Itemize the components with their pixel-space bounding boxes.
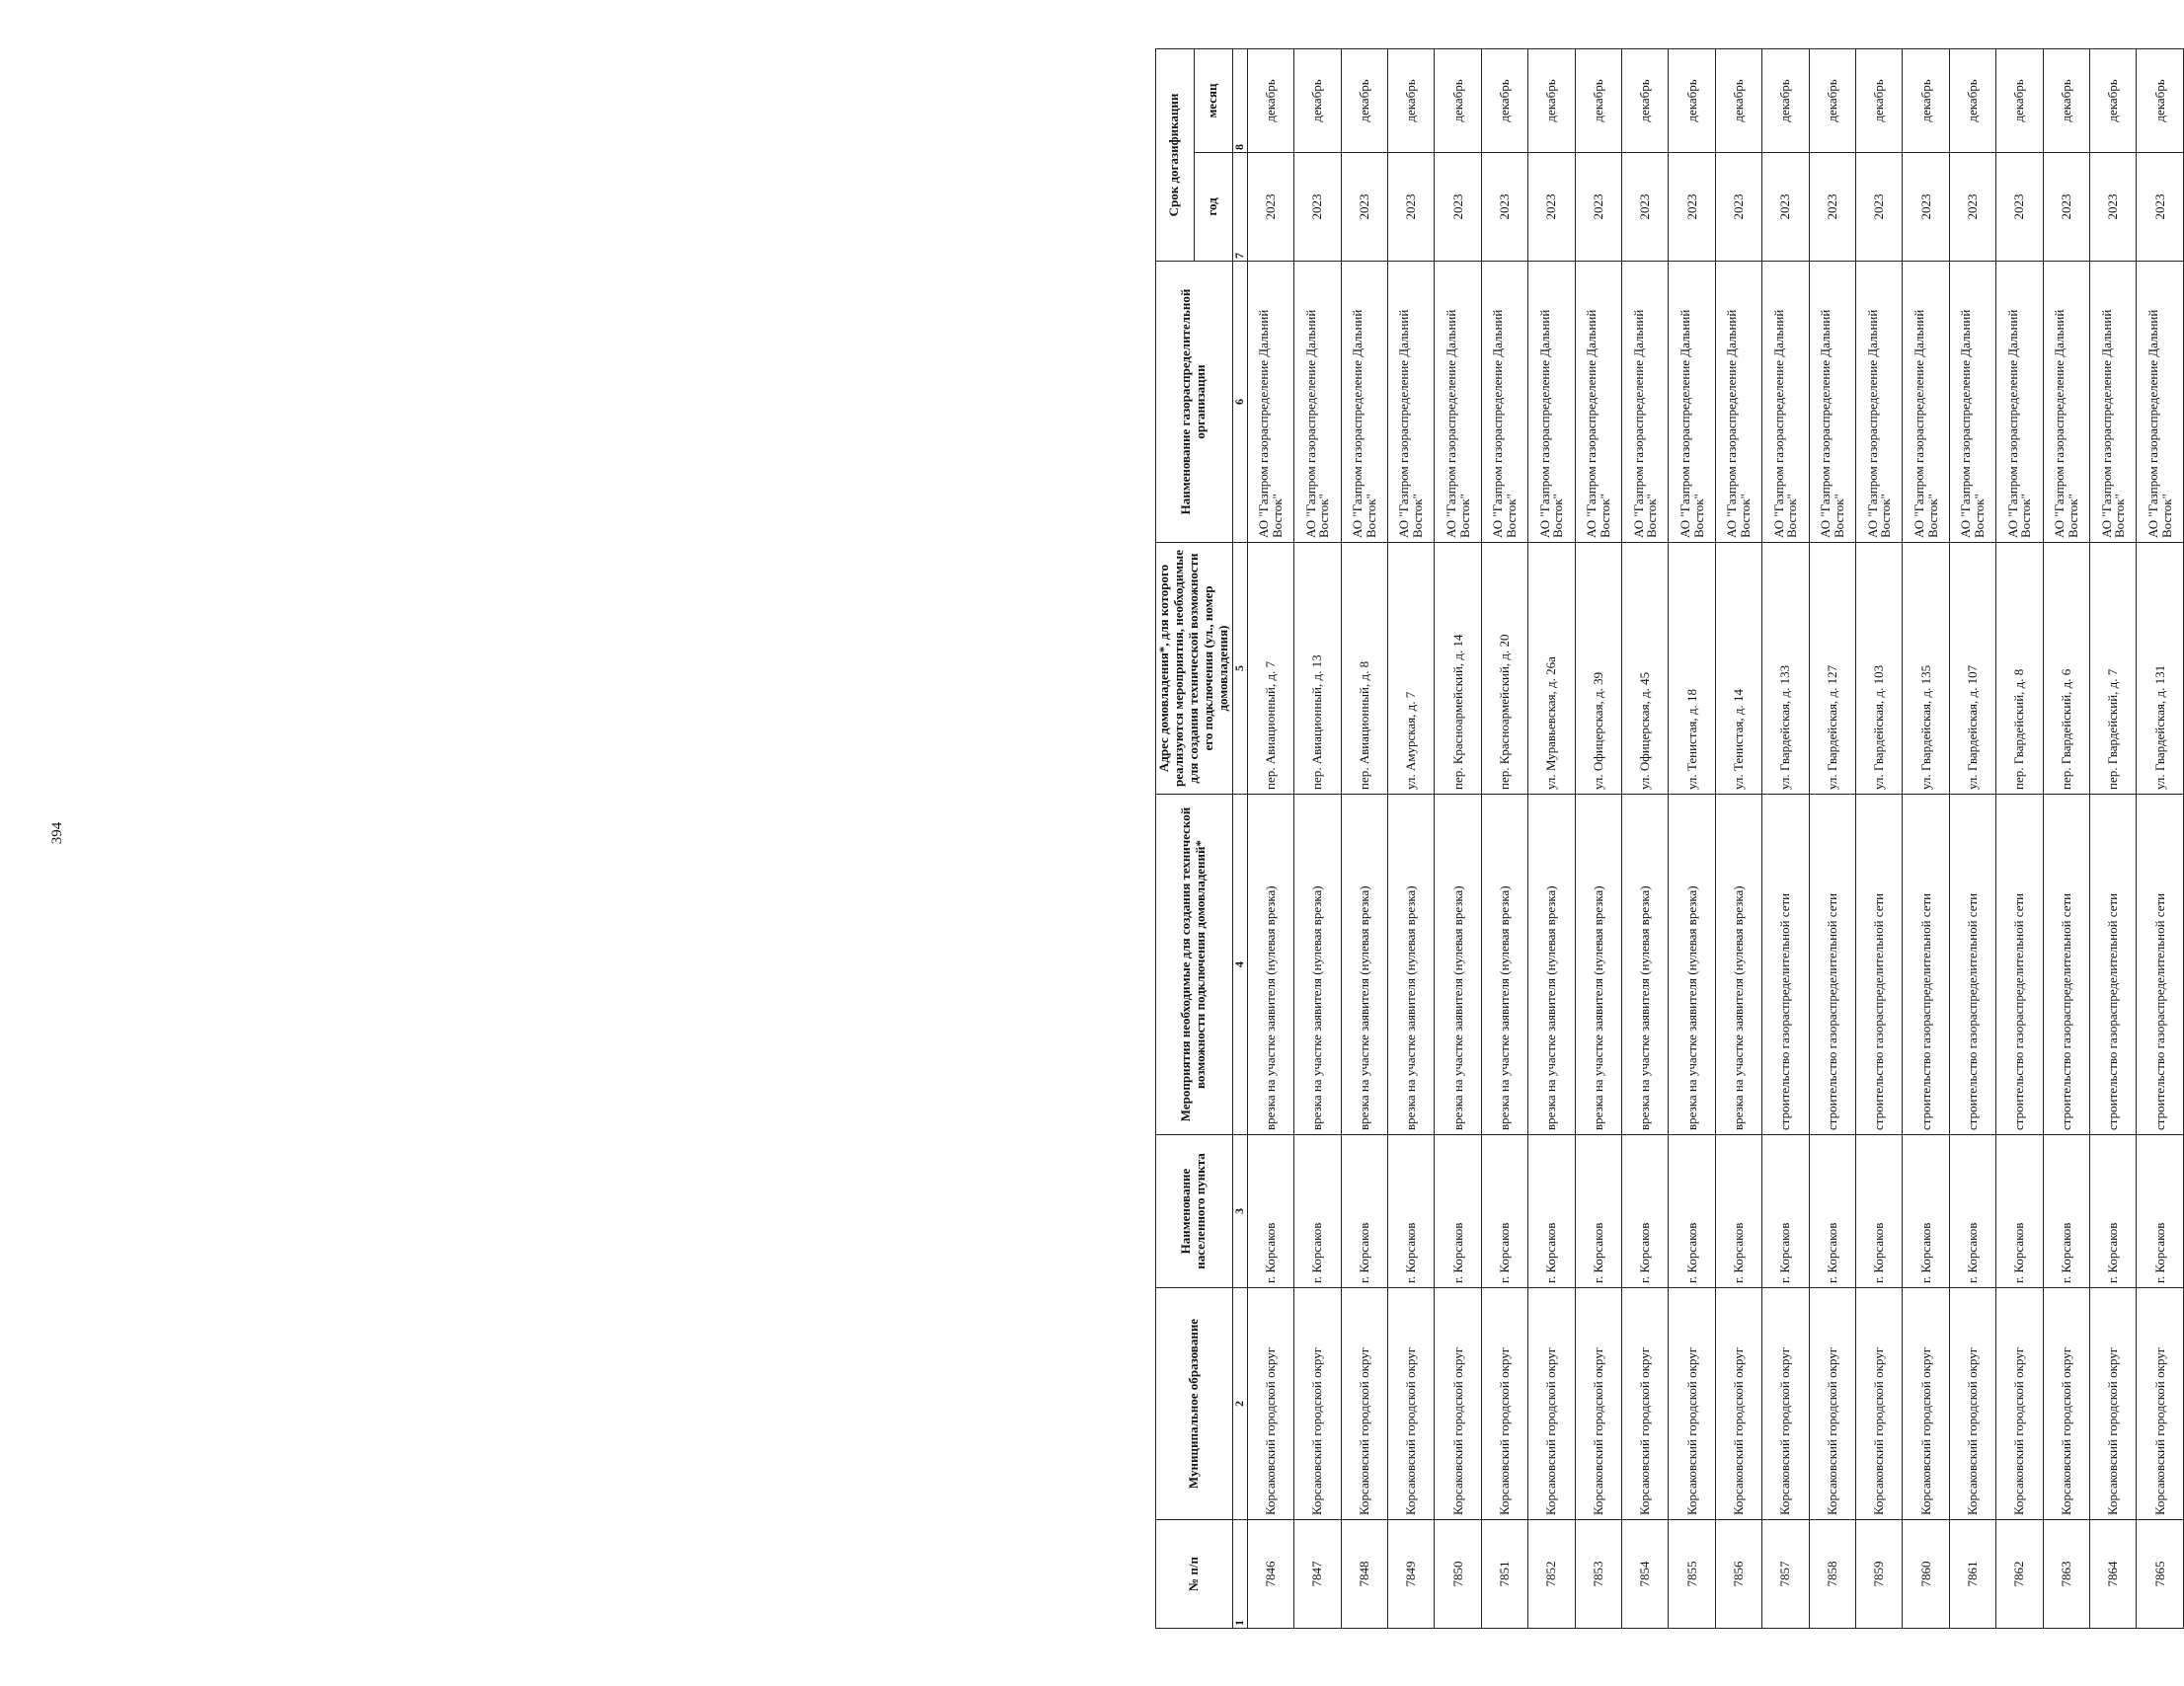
organization-cell: АО "Газпром газораспределение Дальний Восток" — [1294, 262, 1341, 543]
municipality-cell: Корсаковский городской округ — [1247, 1288, 1293, 1520]
organization-cell: АО "Газпром газораспределение Дальний Восток" — [1996, 262, 2043, 543]
header-month: месяц — [1194, 49, 1232, 153]
month-cell: декабрь — [2090, 49, 2137, 153]
month-cell: декабрь — [1949, 49, 1995, 153]
month-cell: декабрь — [1996, 49, 2043, 153]
municipality-cell: Корсаковский городской округ — [2043, 1288, 2089, 1520]
year-cell: 2023 — [1387, 153, 1434, 262]
address-cell: ул. Гвардейская, д. 103 — [1855, 543, 1902, 795]
column-number: 2 — [1232, 1288, 1247, 1520]
month-cell: декабрь — [1621, 49, 1668, 153]
organization-cell: АО "Газпром газораспределение Дальний Восток" — [1762, 262, 1809, 543]
address-cell: ул. Гвардейская, д. 127 — [1809, 543, 1855, 795]
month-cell: декабрь — [1809, 49, 1855, 153]
year-cell: 2023 — [1247, 153, 1293, 262]
works-cell: строительство газораспределительной сети — [2137, 795, 2183, 1135]
table-row — [1903, 49, 1949, 1629]
row-number: 7848 — [1341, 1520, 1387, 1629]
works-cell: врезка на участке заявителя (нулевая врезка) — [1294, 795, 1341, 1135]
address-cell: пер. Красноармейский, д. 14 — [1435, 543, 1481, 795]
works-cell: врезка на участке заявителя (нулевая врезка) — [1575, 795, 1621, 1135]
address-cell: ул. Гвардейская, д. 135 — [1903, 543, 1949, 795]
address-cell: ул. Офицерская, д. 39 — [1575, 543, 1621, 795]
row-number: 7861 — [1949, 1520, 1995, 1629]
address-cell: пер. Авиационный, д. 7 — [1247, 543, 1293, 795]
row-number: 7862 — [1996, 1520, 2043, 1629]
column-number: 5 — [1232, 543, 1247, 795]
locality-cell: г. Корсаков — [1247, 1135, 1293, 1288]
organization-cell: АО "Газпром газораспределение Дальний Восток" — [1621, 262, 1668, 543]
organization-cell: АО "Газпром газораспределение Дальний Восток" — [1341, 262, 1387, 543]
month-cell: декабрь — [1247, 49, 1293, 153]
column-number: 8 — [1232, 49, 1247, 153]
locality-cell: г. Корсаков — [1809, 1135, 1855, 1288]
address-cell: пер. Гвардейский, д. 8 — [1996, 543, 2043, 795]
works-cell: строительство газораспределительной сети — [1855, 795, 1902, 1135]
organization-cell: АО "Газпром газораспределение Дальний Восток" — [1247, 262, 1293, 543]
locality-cell: г. Корсаков — [1903, 1135, 1949, 1288]
table-row — [1387, 49, 1434, 1629]
header-organization: Наименование газораспределительной организации — [1156, 262, 1233, 543]
month-cell: декабрь — [1669, 49, 1715, 153]
row-number: 7857 — [1762, 1520, 1809, 1629]
table-row — [1669, 49, 1715, 1629]
locality-cell: г. Корсаков — [1715, 1135, 1761, 1288]
year-cell: 2023 — [2090, 153, 2137, 262]
month-cell: декабрь — [1294, 49, 1341, 153]
organization-cell: АО "Газпром газораспределение Дальний Восток" — [2090, 262, 2137, 543]
year-cell: 2023 — [1528, 153, 1575, 262]
row-number: 7847 — [1294, 1520, 1341, 1629]
row-number: 7854 — [1621, 1520, 1668, 1629]
table-row — [1294, 49, 1341, 1629]
row-number: 7860 — [1903, 1520, 1949, 1629]
page-number: 394 — [49, 821, 65, 845]
table-row — [1575, 49, 1621, 1629]
header-municipality: Муниципальное образование — [1156, 1288, 1233, 1520]
works-cell: строительство газораспределительной сети — [1762, 795, 1809, 1135]
municipality-cell: Корсаковский городской округ — [1435, 1288, 1481, 1520]
row-number: 7856 — [1715, 1520, 1761, 1629]
year-cell: 2023 — [1435, 153, 1481, 262]
month-cell: декабрь — [1903, 49, 1949, 153]
works-cell: врезка на участке заявителя (нулевая врезка) — [1247, 795, 1293, 1135]
table-row — [1247, 49, 1293, 1629]
row-number: 7850 — [1435, 1520, 1481, 1629]
year-cell: 2023 — [1762, 153, 1809, 262]
works-cell: врезка на участке заявителя (нулевая врезка) — [1435, 795, 1481, 1135]
header-locality: Наименование населенного пункта — [1156, 1135, 1233, 1288]
table-row — [1528, 49, 1575, 1629]
address-cell: пер. Гвардейский, д. 6 — [2043, 543, 2089, 795]
table-row — [1715, 49, 1761, 1629]
table-row — [1481, 49, 1527, 1629]
municipality-cell: Корсаковский городской округ — [1481, 1288, 1527, 1520]
column-number: 6 — [1232, 262, 1247, 543]
organization-cell: АО "Газпром газораспределение Дальний Восток" — [1435, 262, 1481, 543]
municipality-cell: Корсаковский городской округ — [1762, 1288, 1809, 1520]
column-number: 1 — [1232, 1520, 1247, 1629]
table-row — [1621, 49, 1668, 1629]
works-cell: врезка на участке заявителя (нулевая врезка) — [1528, 795, 1575, 1135]
header-year: год — [1194, 153, 1232, 262]
address-cell: ул. Гвардейская, д. 131 — [2137, 543, 2183, 795]
table-row — [1762, 49, 1809, 1629]
municipality-cell: Корсаковский городской округ — [1949, 1288, 1995, 1520]
column-number: 3 — [1232, 1135, 1247, 1288]
month-cell: декабрь — [1575, 49, 1621, 153]
municipality-cell: Корсаковский городской округ — [1387, 1288, 1434, 1520]
row-number: 7859 — [1855, 1520, 1902, 1629]
year-cell: 2023 — [1481, 153, 1527, 262]
gasification-register-table — [1155, 48, 2184, 1629]
year-cell: 2023 — [1669, 153, 1715, 262]
row-number: 7852 — [1528, 1520, 1575, 1629]
table-row — [1949, 49, 1995, 1629]
municipality-cell: Корсаковский городской округ — [1669, 1288, 1715, 1520]
municipality-cell: Корсаковский городской округ — [1341, 1288, 1387, 1520]
municipality-cell: Корсаковский городской округ — [1621, 1288, 1668, 1520]
address-cell: ул. Муравьевская, д. 26а — [1528, 543, 1575, 795]
header-num: № п/п — [1156, 1520, 1233, 1629]
month-cell: декабрь — [2043, 49, 2089, 153]
address-cell: пер. Авиационный, д. 8 — [1341, 543, 1387, 795]
month-cell: декабрь — [1715, 49, 1761, 153]
municipality-cell: Корсаковский городской округ — [2137, 1288, 2183, 1520]
works-cell: врезка на участке заявителя (нулевая врезка) — [1715, 795, 1761, 1135]
organization-cell: АО "Газпром газораспределение Дальний Восток" — [1575, 262, 1621, 543]
works-cell: строительство газораспределительной сети — [1809, 795, 1855, 1135]
row-number: 7865 — [2137, 1520, 2183, 1629]
address-cell: пер. Красноармейский, д. 20 — [1481, 543, 1527, 795]
locality-cell: г. Корсаков — [1621, 1135, 1668, 1288]
address-cell: ул. Офицерская, д. 45 — [1621, 543, 1668, 795]
works-cell: строительство газораспределительной сети — [2043, 795, 2089, 1135]
rotated-table-container — [1155, 49, 2174, 1629]
organization-cell: АО "Газпром газораспределение Дальний Восток" — [1855, 262, 1902, 543]
locality-cell: г. Корсаков — [1669, 1135, 1715, 1288]
locality-cell: г. Корсаков — [1575, 1135, 1621, 1288]
works-cell: врезка на участке заявителя (нулевая врезка) — [1387, 795, 1434, 1135]
municipality-cell: Корсаковский городской округ — [1809, 1288, 1855, 1520]
organization-cell: АО "Газпром газораспределение Дальний Восток" — [2137, 262, 2183, 543]
month-cell: декабрь — [1435, 49, 1481, 153]
column-number: 7 — [1232, 153, 1247, 262]
locality-cell: г. Корсаков — [1435, 1135, 1481, 1288]
table-row — [1996, 49, 2043, 1629]
organization-cell: АО "Газпром газораспределение Дальний Восток" — [1949, 262, 1995, 543]
municipality-cell: Корсаковский городской округ — [1903, 1288, 1949, 1520]
table-row — [2090, 49, 2137, 1629]
address-cell: ул. Тенистая, д. 14 — [1715, 543, 1761, 795]
works-cell: строительство газораспределительной сети — [1949, 795, 1995, 1135]
year-cell: 2023 — [1341, 153, 1387, 262]
municipality-cell: Корсаковский городской округ — [1294, 1288, 1341, 1520]
locality-cell: г. Корсаков — [1341, 1135, 1387, 1288]
table-row — [2137, 49, 2183, 1629]
row-number: 7851 — [1481, 1520, 1527, 1629]
column-number: 4 — [1232, 795, 1247, 1135]
year-cell: 2023 — [1949, 153, 1995, 262]
table-header-row — [1156, 49, 1195, 1629]
works-cell: врезка на участке заявителя (нулевая врезка) — [1341, 795, 1387, 1135]
table-row — [1435, 49, 1481, 1629]
column-numbers-row — [1232, 49, 1247, 1629]
locality-cell: г. Корсаков — [2137, 1135, 2183, 1288]
locality-cell: г. Корсаков — [1481, 1135, 1527, 1288]
locality-cell: г. Корсаков — [1949, 1135, 1995, 1288]
municipality-cell: Корсаковский городской округ — [2090, 1288, 2137, 1520]
locality-cell: г. Корсаков — [1762, 1135, 1809, 1288]
table-row — [2043, 49, 2089, 1629]
locality-cell: г. Корсаков — [1528, 1135, 1575, 1288]
locality-cell: г. Корсаков — [2043, 1135, 2089, 1288]
works-cell: врезка на участке заявителя (нулевая врезка) — [1481, 795, 1527, 1135]
address-cell: ул. Тенистая, д. 18 — [1669, 543, 1715, 795]
year-cell: 2023 — [2043, 153, 2089, 262]
address-cell: пер. Гвардейский, д. 7 — [2090, 543, 2137, 795]
municipality-cell: Корсаковский городской округ — [1715, 1288, 1761, 1520]
works-cell: врезка на участке заявителя (нулевая врезка) — [1669, 795, 1715, 1135]
municipality-cell: Корсаковский городской округ — [1575, 1288, 1621, 1520]
organization-cell: АО "Газпром газораспределение Дальний Восток" — [1903, 262, 1949, 543]
month-cell: декабрь — [1387, 49, 1434, 153]
header-deadline: Срок догазификации — [1156, 49, 1195, 262]
header-works: Мероприятия необходимые для создания технической возможности подключения домовладений* — [1156, 795, 1233, 1135]
address-cell: пер. Авиационный, д. 13 — [1294, 543, 1341, 795]
address-cell: ул. Гвардейская, д. 133 — [1762, 543, 1809, 795]
municipality-cell: Корсаковский городской округ — [1528, 1288, 1575, 1520]
address-cell: ул. Гвардейская, д. 107 — [1949, 543, 1995, 795]
organization-cell: АО "Газпром газораспределение Дальний Восток" — [1669, 262, 1715, 543]
organization-cell: АО "Газпром газораспределение Дальний Восток" — [1481, 262, 1527, 543]
month-cell: декабрь — [2137, 49, 2183, 153]
month-cell: декабрь — [1762, 49, 1809, 153]
row-number: 7849 — [1387, 1520, 1434, 1629]
table-row — [1341, 49, 1387, 1629]
year-cell: 2023 — [2137, 153, 2183, 262]
municipality-cell: Корсаковский городской округ — [1996, 1288, 2043, 1520]
row-number: 7863 — [2043, 1520, 2089, 1629]
row-number: 7853 — [1575, 1520, 1621, 1629]
table-body — [1247, 49, 2183, 1629]
address-cell: ул. Амурская, д. 7 — [1387, 543, 1434, 795]
month-cell: декабрь — [1855, 49, 1902, 153]
organization-cell: АО "Газпром газораспределение Дальний Восток" — [1715, 262, 1761, 543]
year-cell: 2023 — [1903, 153, 1949, 262]
works-cell: врезка на участке заявителя (нулевая врезка) — [1621, 795, 1668, 1135]
locality-cell: г. Корсаков — [1387, 1135, 1434, 1288]
year-cell: 2023 — [1294, 153, 1341, 262]
locality-cell: г. Корсаков — [2090, 1135, 2137, 1288]
organization-cell: АО "Газпром газораспределение Дальний Восток" — [1528, 262, 1575, 543]
organization-cell: АО "Газпром газораспределение Дальний Восток" — [2043, 262, 2089, 543]
table-row — [1855, 49, 1902, 1629]
year-cell: 2023 — [1715, 153, 1761, 262]
year-cell: 2023 — [1575, 153, 1621, 262]
month-cell: декабрь — [1528, 49, 1575, 153]
month-cell: декабрь — [1481, 49, 1527, 153]
row-number: 7855 — [1669, 1520, 1715, 1629]
works-cell: строительство газораспределительной сети — [1996, 795, 2043, 1135]
locality-cell: г. Корсаков — [1294, 1135, 1341, 1288]
year-cell: 2023 — [1855, 153, 1902, 262]
municipality-cell: Корсаковский городской округ — [1855, 1288, 1902, 1520]
row-number: 7846 — [1247, 1520, 1293, 1629]
row-number: 7858 — [1809, 1520, 1855, 1629]
month-cell: декабрь — [1341, 49, 1387, 153]
row-number: 7864 — [2090, 1520, 2137, 1629]
organization-cell: АО "Газпром газораспределение Дальний Восток" — [1387, 262, 1434, 543]
organization-cell: АО "Газпром газораспределение Дальний Восток" — [1809, 262, 1855, 543]
works-cell: строительство газораспределительной сети — [2090, 795, 2137, 1135]
year-cell: 2023 — [1809, 153, 1855, 262]
header-address: Адрес домовладения*, для которого реализуются мероприятия, необходимые для создания технической возможности его подключения (ул., номер домовладения) — [1156, 543, 1233, 795]
works-cell: строительство газораспределительной сети — [1903, 795, 1949, 1135]
table-row — [1809, 49, 1855, 1629]
locality-cell: г. Корсаков — [1855, 1135, 1902, 1288]
year-cell: 2023 — [1996, 153, 2043, 262]
locality-cell: г. Корсаков — [1996, 1135, 2043, 1288]
year-cell: 2023 — [1621, 153, 1668, 262]
